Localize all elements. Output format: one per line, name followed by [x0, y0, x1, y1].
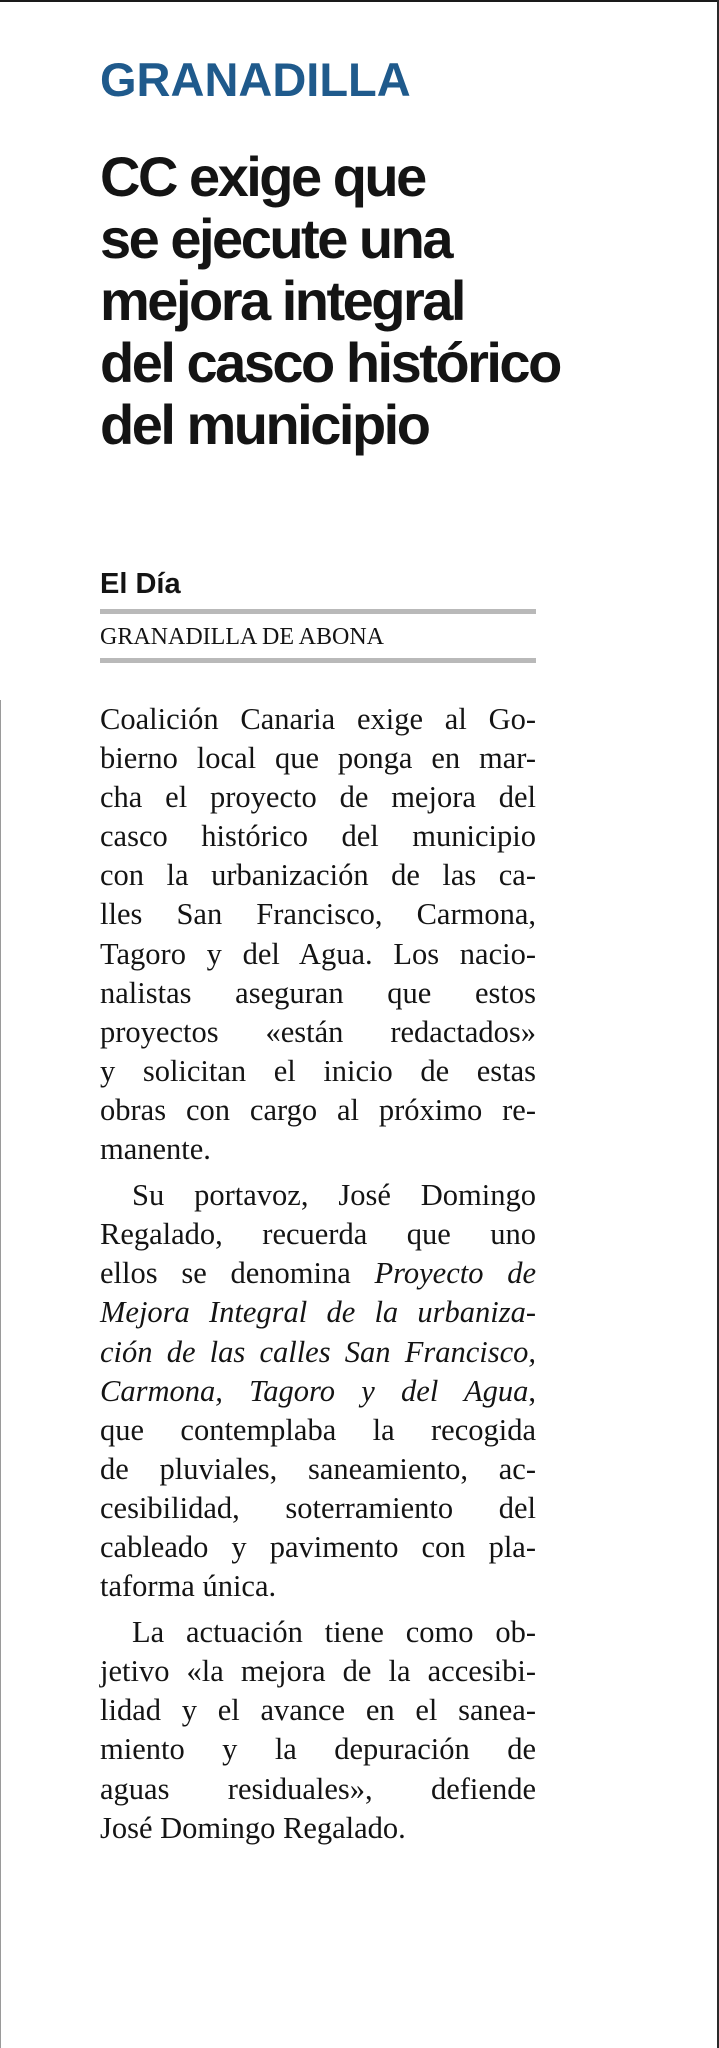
dateline-location: GRANADILLA DE ABONA	[100, 624, 384, 650]
body-line: cha el proyecto de mejora del	[100, 780, 536, 815]
italic-title-run: Carmona, Tagoro y del Agua	[100, 1373, 529, 1408]
headline-line: se ejecute una	[100, 207, 451, 270]
headline-line: mejora integral	[100, 269, 464, 332]
body-line: Tagoro y del Agua. Los nacio-	[100, 936, 536, 971]
body-line: José Domingo Regalado.	[100, 1810, 406, 1845]
paragraph-3	[100, 1613, 536, 1848]
italic-title-run: Proyecto de	[374, 1256, 536, 1291]
paragraph-spacer	[100, 1606, 536, 1613]
section-title: GRANADILLA	[100, 53, 411, 106]
page-left-border	[0, 700, 1, 2048]
body-line: taforma única.	[100, 1569, 277, 1604]
page-top-border	[0, 0, 719, 2]
paragraph-1	[100, 700, 536, 1169]
body-line: Regalado, recuerda que uno	[100, 1217, 536, 1252]
body-text-run: ,	[528, 1373, 536, 1408]
body-line: con la urbanización de las ca-	[100, 858, 536, 893]
body-line-mixed	[100, 1372, 536, 1411]
body-line: Su portavoz, José Domingo	[132, 1178, 536, 1213]
body-line: casco histórico del municipio	[100, 819, 536, 854]
body-line-mixed	[100, 1254, 536, 1293]
body-line: cesibilidad, soterramiento del	[100, 1490, 536, 1525]
byline-divider	[100, 609, 536, 614]
paragraph-2	[100, 1176, 536, 1606]
body-line: y solicitan el inicio de estas	[100, 1053, 536, 1088]
body-line: Coalición Canaria exige al Go-	[100, 702, 536, 736]
body-line: obras con cargo al próximo re-	[100, 1092, 536, 1127]
byline: El Día	[100, 568, 181, 600]
body-line: proyectos «están redactados»	[100, 1014, 536, 1049]
body-line: miento y la depuración de	[100, 1732, 536, 1767]
body-line: bierno local que ponga en mar-	[100, 741, 536, 776]
article-headline	[100, 146, 560, 456]
body-line: nalistas aseguran que estos	[100, 975, 536, 1010]
body-line: lidad y el avance en el sanea-	[100, 1693, 536, 1728]
headline-line: CC exige que	[100, 145, 425, 208]
location-divider	[100, 658, 536, 663]
article-body	[100, 700, 536, 1848]
body-line: que contemplaba la recogida	[100, 1412, 536, 1447]
body-text-run: ellos se denomina	[100, 1256, 375, 1291]
headline-line: del casco histórico	[100, 331, 560, 394]
italic-title-line: Mejora Integral de la urbaniza-	[100, 1295, 536, 1330]
body-line: lles San Francisco, Carmona,	[100, 897, 536, 932]
paragraph-spacer	[100, 1169, 536, 1176]
headline-line: del municipio	[100, 393, 429, 456]
italic-title-line: ción de las calles San Francisco,	[100, 1334, 536, 1369]
body-line: aguas residuales», defiende	[100, 1771, 536, 1806]
body-line: manente.	[100, 1132, 211, 1167]
body-line: La actuación tiene como ob-	[132, 1615, 536, 1650]
body-line: jetivo «la mejora de la accesibi-	[100, 1654, 536, 1689]
body-line: de pluviales, saneamiento, ac-	[100, 1451, 536, 1486]
body-line: cableado y pavimento con pla-	[100, 1529, 536, 1564]
